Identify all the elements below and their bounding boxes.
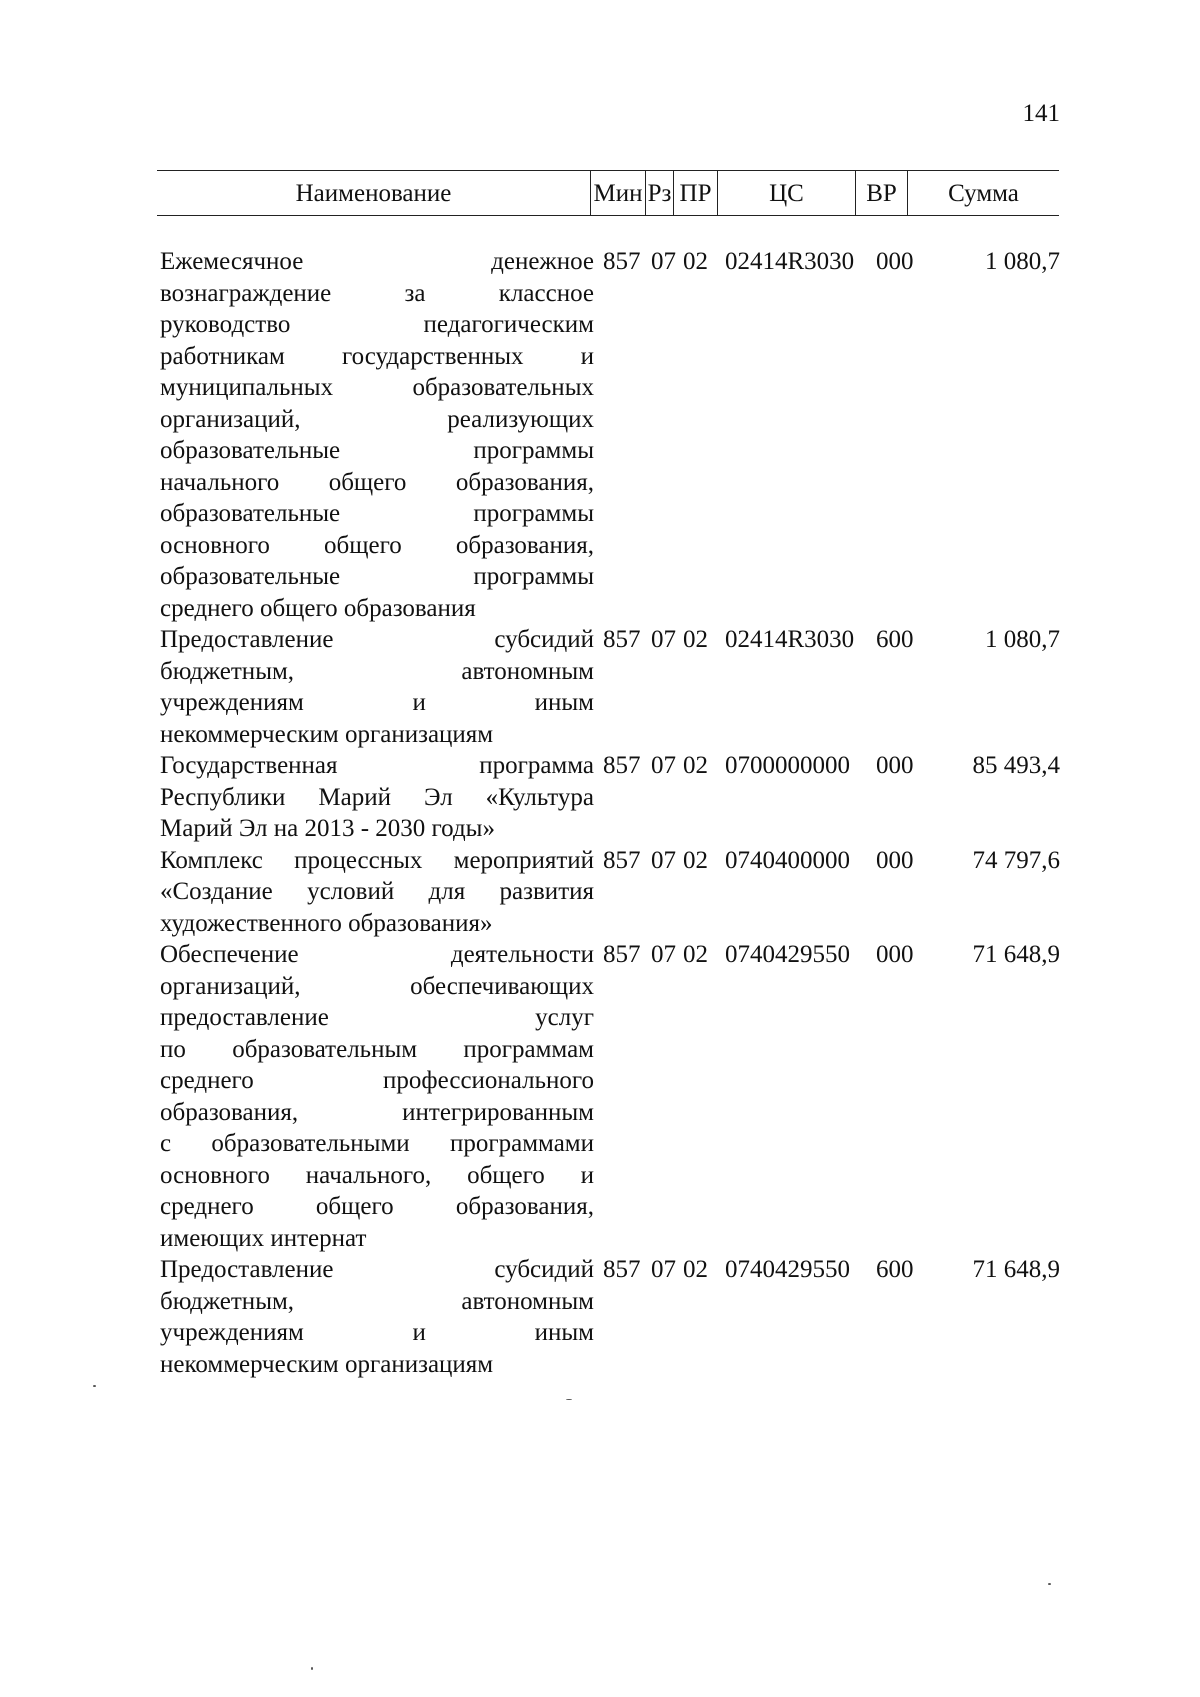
row-name-line: бюджетным, автономным (160, 1287, 594, 1315)
row-sum: 1 080,7 (985, 248, 1060, 275)
row-name-line: Обеспечение деятельности (160, 941, 594, 968)
row-pr: 02 (683, 752, 708, 779)
scan-speck (311, 1667, 313, 1670)
table-header (157, 170, 1059, 216)
row-min: 857 (603, 846, 641, 874)
row-name-line: предоставление услуг (160, 1004, 594, 1031)
row-pr: 02 (683, 1256, 708, 1283)
row-min: 857 (603, 626, 641, 653)
row-cs: 02414R3030 (725, 248, 855, 275)
row-name (160, 1254, 594, 1380)
row-vr: 000 (876, 846, 914, 874)
header-vr: ВР (855, 171, 907, 215)
row-pr: 02 (683, 248, 708, 275)
row-name-line: среднего общего образования (160, 594, 476, 622)
row-name-line: учреждениям и иным (160, 689, 594, 716)
header-min: Мин (590, 171, 645, 215)
row-name-line: муниципальных образовательных (160, 374, 594, 401)
row-min: 857 (603, 941, 641, 968)
row-vr: 000 (876, 941, 914, 968)
row-name-line: Ежемесячное денежное (160, 248, 594, 275)
row-name (160, 939, 594, 1254)
row-name (160, 845, 594, 940)
row-name-line: с образовательными программами (160, 1130, 594, 1157)
row-name (160, 624, 594, 750)
row-name-line: основного общего образования, (160, 531, 594, 559)
row-cs: 02414R3030 (725, 626, 855, 653)
row-rz: 07 (651, 626, 676, 653)
header-name: Наименование (295, 180, 452, 207)
row-name-line: Государственная программа (160, 752, 594, 779)
row-name-line: руководство педагогическим (160, 311, 594, 338)
scan-speck (1048, 1583, 1051, 1585)
row-sum: 71 648,9 (972, 941, 1060, 968)
row-name-line: имеющих интернат (160, 1224, 367, 1252)
page-number: 141 (1022, 100, 1060, 127)
row-name-line: среднего профессионального (160, 1067, 594, 1094)
row-name-line: среднего общего образования, (160, 1193, 594, 1220)
row-name-line: некоммерческим организациям (160, 1350, 494, 1378)
row-pr: 02 (683, 626, 708, 653)
header-cs: ЦС (717, 171, 855, 215)
table-body (0, 246, 1200, 1380)
row-rz: 07 (651, 941, 676, 968)
row-min: 857 (603, 1256, 641, 1283)
row-pr: 02 (683, 941, 708, 968)
row-name-line: Комплекс процессных мероприятий (160, 846, 594, 874)
row-name-line: Предоставление субсидий (160, 626, 594, 653)
row-cs: 0740400000 (725, 846, 850, 874)
row-name-line: образовательные программы (160, 437, 594, 464)
row-name-line: организаций, обеспечивающих (160, 972, 594, 1000)
table-row (0, 845, 1200, 940)
row-rz: 07 (651, 846, 676, 874)
row-name-line: образования, интегрированным (160, 1098, 594, 1126)
row-name-line: по образовательным программам (160, 1035, 594, 1063)
row-name-line: Марий Эл на 2013 - 2030 годы» (160, 815, 495, 842)
row-name-line: бюджетным, автономным (160, 657, 594, 685)
row-vr: 000 (876, 752, 914, 779)
header-sum: Сумма (907, 171, 1059, 215)
row-name-line: образовательные программы (160, 500, 594, 527)
row-name-line: «Создание условий для развития (160, 878, 594, 905)
row-sum: 71 648,9 (972, 1256, 1060, 1283)
row-min: 857 (603, 752, 641, 779)
row-cs: 0740429550 (725, 1256, 850, 1283)
row-name-line: работникам государственных и (160, 342, 594, 370)
row-name-line: некоммерческим организациям (160, 720, 494, 748)
row-min: 857 (603, 248, 641, 275)
row-name-line: учреждениям и иным (160, 1319, 594, 1346)
scan-speck (93, 1385, 96, 1387)
row-vr: 600 (876, 626, 914, 653)
row-name-line: образовательные программы (160, 563, 594, 590)
row-name-line: основного начального, общего и (160, 1161, 594, 1189)
row-vr: 000 (876, 248, 914, 275)
row-name-line: начального общего образования, (160, 468, 594, 496)
row-name-line: Предоставление субсидий (160, 1256, 594, 1283)
table-row (0, 750, 1200, 845)
row-sum: 1 080,7 (985, 626, 1060, 653)
header-pr: ПР (673, 171, 717, 215)
row-name-line: художественного образования» (160, 909, 493, 937)
table-row (0, 624, 1200, 750)
row-sum: 85 493,4 (972, 752, 1060, 779)
row-name (160, 750, 594, 845)
row-name-line: вознаграждение за классное (160, 279, 594, 307)
row-name-line: Республики Марий Эл «Культура (160, 783, 594, 811)
table-row (0, 1254, 1200, 1380)
row-cs: 0700000000 (725, 752, 850, 779)
row-name (160, 246, 594, 624)
table-row (0, 246, 1200, 624)
row-rz: 07 (651, 248, 676, 275)
row-name-line: организаций, реализующих (160, 405, 594, 433)
row-sum: 74 797,6 (972, 846, 1060, 874)
table-row (0, 939, 1200, 1254)
row-rz: 07 (651, 752, 676, 779)
row-pr: 02 (683, 846, 708, 874)
header-rz: Рз (645, 171, 673, 215)
row-cs: 0740429550 (725, 941, 850, 968)
scan-speck (566, 1399, 572, 1400)
row-vr: 600 (876, 1256, 914, 1283)
row-rz: 07 (651, 1256, 676, 1283)
